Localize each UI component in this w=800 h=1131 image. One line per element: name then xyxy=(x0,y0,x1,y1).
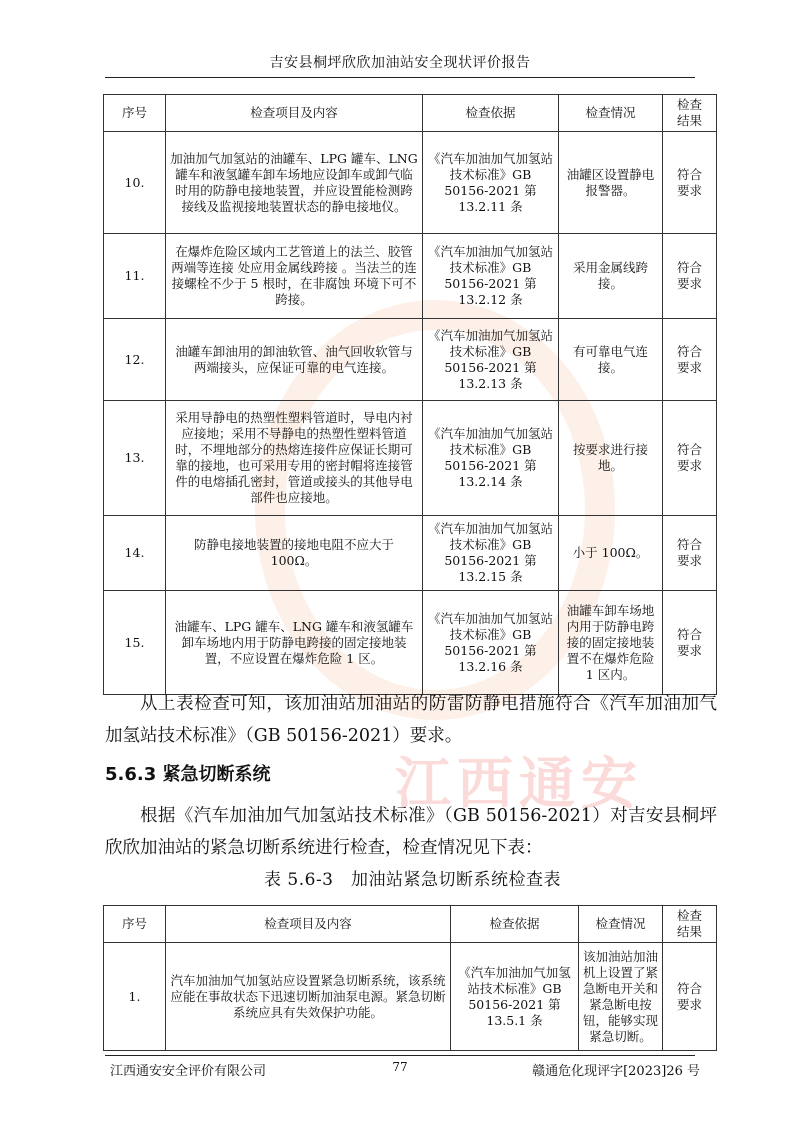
row-number: 14. xyxy=(104,516,166,591)
check-item: 采用导静电的热塑性塑料管道时，导电内衬应接地；采用不导静电的热塑性塑料管道时，不埋地部分的热熔连接件应保证长期可靠的接地，也可采用专用的密封帽将连接管件的电熔插孔密封，管道或接头的其他导电部件也应接地。 xyxy=(166,401,423,516)
table-row xyxy=(104,401,717,516)
page-header: 吉安县桐坪欣欣加油站安全现状评价报告 xyxy=(269,55,531,71)
check-result: 符合 要求 xyxy=(663,132,717,234)
check-item: 油罐车、LPG 罐车、LNG 罐车和液氢罐车卸车场地内用于防静电跨接的固定接地装置，不应设置在爆炸危险 1 区。 xyxy=(166,591,423,695)
check-basis: 《汽车加油加气加氢站技术标准》GB 50156-2021 第 13.5.1 条 xyxy=(451,943,579,1051)
header-rule xyxy=(105,77,695,78)
row-number: 13. xyxy=(104,401,166,516)
check-result: 符合 要求 xyxy=(663,591,717,695)
check-item: 加油加气加氢站的油罐车、LPG 罐车、LNG 罐车和液氢罐车卸车场地应设卸车或卸气临时用的防静电接地装置，并应设置能检测跨接线及监视接地装置状态的静电接地仪。 xyxy=(166,132,423,234)
column-header: 检查项目及内容 xyxy=(166,906,451,943)
check-result: 符合 要求 xyxy=(663,319,717,401)
conclusion-paragraph: 从上表检查可知，该加油站加油站的防雷防静电措施符合《汽车加油加气加氢站技术标准》（GB 50156-2021）要求。 xyxy=(105,694,717,746)
row-number: 1. xyxy=(104,943,166,1051)
table-row xyxy=(104,319,717,401)
table-row xyxy=(104,234,717,319)
check-item: 防静电接地装置的接地电阻不应大于 100Ω。 xyxy=(166,516,423,591)
table-row xyxy=(104,132,717,234)
check-basis: 《汽车加油加气加氢站技术标准》GB 50156-2021 第 13.2.16 条 xyxy=(423,591,559,695)
table-header-row xyxy=(104,906,717,943)
check-status: 按要求进行接地。 xyxy=(559,401,663,516)
check-basis: 《汽车加油加气加氢站技术标准》GB 50156-2021 第 13.2.14 条 xyxy=(423,401,559,516)
footer-doc-number: 赣通危化现评字[2023]26 号 xyxy=(532,1064,700,1079)
check-status: 该加油站加油机上设置了紧急断电开关和紧急断电按钮，能够实现紧急切断。 xyxy=(579,943,663,1051)
column-header: 序号 xyxy=(104,906,166,943)
check-item: 在爆炸危险区域内工艺管道上的法兰、胶管两端等连接 处应用金属线跨接 。当法兰的连接螺栓不少于 5 根时，在非腐蚀 环境下可不跨接。 xyxy=(166,234,423,319)
check-status: 小于 100Ω。 xyxy=(559,516,663,591)
column-header: 检查依据 xyxy=(423,95,559,132)
page-number: 77 xyxy=(392,1060,408,1074)
table-row xyxy=(104,516,717,591)
check-basis: 《汽车加油加气加氢站技术标准》GB 50156-2021 第 13.2.13 条 xyxy=(423,319,559,401)
column-header: 检查 结果 xyxy=(663,906,717,943)
column-header: 检查情况 xyxy=(579,906,663,943)
table-row xyxy=(104,943,717,1051)
check-status: 油罐车卸车场地内用于防静电跨接的固定接地装置不在爆炸危险 1 区内。 xyxy=(559,591,663,695)
table-caption: 表 5.6-3 加油站紧急切断系统检查表 xyxy=(264,870,561,890)
check-basis: 《汽车加油加气加氢站技术标准》GB 50156-2021 第 13.2.11 条 xyxy=(423,132,559,234)
lightning-static-check-table xyxy=(103,94,717,695)
column-header: 检查情况 xyxy=(559,95,663,132)
check-result: 符合 要求 xyxy=(663,234,717,319)
table-header-row xyxy=(104,95,717,132)
check-basis: 《汽车加油加气加氢站技术标准》GB 50156-2021 第 13.2.12 条 xyxy=(423,234,559,319)
check-item: 油罐车卸油用的卸油软管、油气回收软管与两端接头，应保证可靠的电气连接。 xyxy=(166,319,423,401)
footer-rule xyxy=(105,1055,695,1056)
intro-paragraph: 根据《汽车加油加气加氢站技术标准》（GB 50156-2021）对吉安县桐坪欣欣加油站的紧急切断系统进行检查，检查情况见下表： xyxy=(105,806,717,858)
check-item: 汽车加油加气加氢站应设置紧急切断系统，该系统应能在事故状态下迅速切断加油泵电源。紧急切断系统应具有失效保护功能。 xyxy=(166,943,451,1051)
row-number: 15. xyxy=(104,591,166,695)
column-header: 检查依据 xyxy=(451,906,579,943)
section-heading: 5.6.3 紧急切断系统 xyxy=(105,764,271,785)
row-number: 11. xyxy=(104,234,166,319)
column-header: 检查项目及内容 xyxy=(166,95,423,132)
table-row xyxy=(104,591,717,695)
emergency-shutdown-check-table xyxy=(103,905,717,1051)
check-basis: 《汽车加油加气加氢站技术标准》GB 50156-2021 第 13.2.15 条 xyxy=(423,516,559,591)
check-status: 有可靠电气连接。 xyxy=(559,319,663,401)
row-number: 12. xyxy=(104,319,166,401)
watermark-text: 江西通安 xyxy=(395,752,643,817)
column-header: 检查 结果 xyxy=(663,95,717,132)
check-result: 符合 要求 xyxy=(663,401,717,516)
footer-company: 江西通安安全评价有限公司 xyxy=(110,1064,267,1079)
check-status: 油罐区设置静电报警器。 xyxy=(559,132,663,234)
check-result: 符合 要求 xyxy=(663,943,717,1051)
column-header: 序号 xyxy=(104,95,166,132)
check-result: 符合 要求 xyxy=(663,516,717,591)
check-status: 采用金属线跨接。 xyxy=(559,234,663,319)
row-number: 10. xyxy=(104,132,166,234)
